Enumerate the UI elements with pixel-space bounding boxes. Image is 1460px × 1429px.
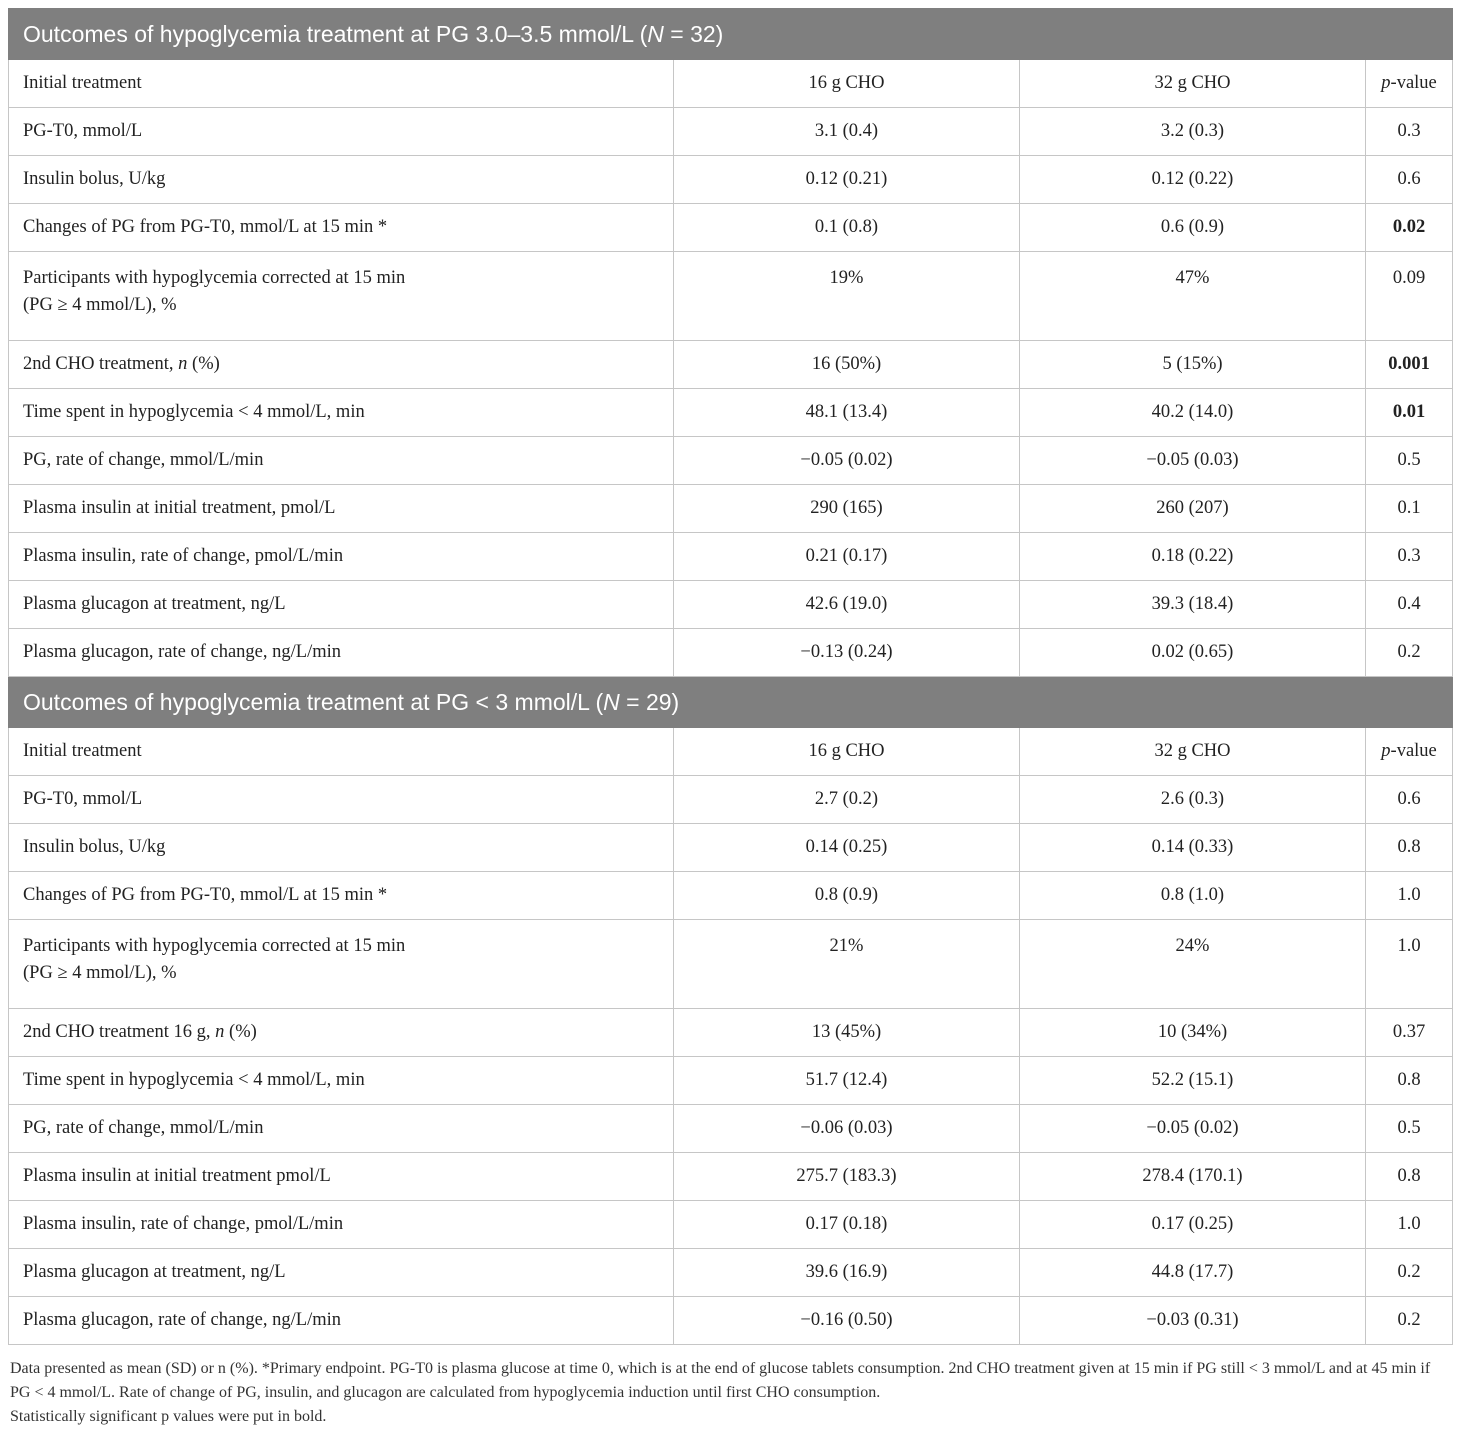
table-row [9, 156, 1453, 204]
p-value: 0.6 [1366, 156, 1453, 204]
value-16g: −0.13 (0.24) [674, 629, 1020, 677]
p-value: 0.1 [1366, 485, 1453, 533]
footnote-text: Data presented as mean (SD) or n (%). *Primary endpoint. PG-T0 is plasma glucose at time 0, which is at the end of glucose tablets consumption. 2nd CHO treatment given at 15 min if PG still < 3 mmol/L and at 45 min if PG < 4 mmol/L. Rate of change of PG, insulin, and glucagon are calculated from hypoglycemia induction until first CHO consumption. [10, 1360, 1431, 1401]
column-header-label: Initial treatment [9, 60, 674, 108]
value-16g: 0.17 (0.18) [674, 1201, 1020, 1249]
table-row [9, 533, 1453, 581]
row-label-line1: Participants with hypoglycemia corrected at 15 min [23, 936, 406, 956]
table-row [9, 872, 1453, 920]
row-label: PG-T0, mmol/L [9, 776, 674, 824]
value-32g: 0.02 (0.65) [1020, 629, 1366, 677]
value-32g: 2.6 (0.3) [1020, 776, 1366, 824]
table-row [9, 437, 1453, 485]
p-value-significant: 0.02 [1366, 204, 1453, 252]
row-label: Time spent in hypoglycemia < 4 mmol/L, min [9, 1057, 674, 1105]
table-row [9, 920, 1453, 1009]
table-row [9, 581, 1453, 629]
row-label: Time spent in hypoglycemia < 4 mmol/L, min [9, 389, 674, 437]
table-row [9, 629, 1453, 677]
row-label: Plasma insulin, rate of change, pmol/L/min [9, 533, 674, 581]
column-header-32g: 32 g CHO [1020, 728, 1366, 776]
section-title: Outcomes of hypoglycemia treatment at PG < 3 mmol/L (N = 29) [9, 677, 1453, 728]
p-value: 0.3 [1366, 108, 1453, 156]
p-value: 0.5 [1366, 1105, 1453, 1153]
value-16g: 0.1 (0.8) [674, 204, 1020, 252]
value-16g: 3.1 (0.4) [674, 108, 1020, 156]
value-16g: 0.8 (0.9) [674, 872, 1020, 920]
value-32g: 3.2 (0.3) [1020, 108, 1366, 156]
table-row [9, 1009, 1453, 1057]
row-label: 2nd CHO treatment 16 g, n (%) [9, 1009, 674, 1057]
table-row [9, 108, 1453, 156]
column-header-pvalue: p-value [1366, 60, 1453, 108]
value-16g: 275.7 (183.3) [674, 1153, 1020, 1201]
value-32g: 0.8 (1.0) [1020, 872, 1366, 920]
table-row [9, 824, 1453, 872]
value-32g: −0.03 (0.31) [1020, 1297, 1366, 1345]
p-value: 0.2 [1366, 629, 1453, 677]
table-row [9, 1105, 1453, 1153]
p-value: 1.0 [1366, 872, 1453, 920]
value-32g: −0.05 (0.03) [1020, 437, 1366, 485]
outcomes-table [8, 8, 1453, 1345]
value-16g: −0.06 (0.03) [674, 1105, 1020, 1153]
row-label: PG, rate of change, mmol/L/min [9, 437, 674, 485]
table-row [9, 341, 1453, 389]
column-header-row [9, 728, 1453, 776]
row-label: Changes of PG from PG-T0, mmol/L at 15 min * [9, 204, 674, 252]
table-row [9, 1153, 1453, 1201]
row-label: Plasma glucagon at treatment, ng/L [9, 1249, 674, 1297]
row-label: Plasma insulin, rate of change, pmol/L/min [9, 1201, 674, 1249]
column-header-pvalue: p-value [1366, 728, 1453, 776]
value-32g: 44.8 (17.7) [1020, 1249, 1366, 1297]
value-16g: 51.7 (12.4) [674, 1057, 1020, 1105]
table-row [9, 204, 1453, 252]
value-32g: 24% [1020, 920, 1366, 1009]
value-32g: 278.4 (170.1) [1020, 1153, 1366, 1201]
row-label [9, 252, 674, 341]
value-32g: 0.12 (0.22) [1020, 156, 1366, 204]
value-32g: 0.14 (0.33) [1020, 824, 1366, 872]
value-32g: 39.3 (18.4) [1020, 581, 1366, 629]
table-row [9, 485, 1453, 533]
table-row [9, 1297, 1453, 1345]
table-row [9, 1201, 1453, 1249]
value-16g: −0.05 (0.02) [674, 437, 1020, 485]
table-row [9, 776, 1453, 824]
row-label: Plasma insulin at initial treatment pmol/L [9, 1153, 674, 1201]
value-16g: 19% [674, 252, 1020, 341]
value-32g: 5 (15%) [1020, 341, 1366, 389]
row-label: PG-T0, mmol/L [9, 108, 674, 156]
p-value-significant: 0.001 [1366, 341, 1453, 389]
p-value: 1.0 [1366, 920, 1453, 1009]
value-32g: 0.6 (0.9) [1020, 204, 1366, 252]
p-value: 0.37 [1366, 1009, 1453, 1057]
p-value: 0.2 [1366, 1297, 1453, 1345]
row-label: Insulin bolus, U/kg [9, 824, 674, 872]
footnote-significance: Statistically significant p values were put in bold. [10, 1408, 327, 1425]
value-16g: 0.12 (0.21) [674, 156, 1020, 204]
row-label: PG, rate of change, mmol/L/min [9, 1105, 674, 1153]
p-value-significant: 0.01 [1366, 389, 1453, 437]
value-16g: 2.7 (0.2) [674, 776, 1020, 824]
row-label: 2nd CHO treatment, n (%) [9, 341, 674, 389]
value-32g: 52.2 (15.1) [1020, 1057, 1366, 1105]
p-value: 0.8 [1366, 1153, 1453, 1201]
p-value: 0.8 [1366, 824, 1453, 872]
value-16g: 42.6 (19.0) [674, 581, 1020, 629]
p-value: 0.8 [1366, 1057, 1453, 1105]
row-label-line2: (PG ≥ 4 mmol/L), % [23, 295, 177, 315]
section-title: Outcomes of hypoglycemia treatment at PG 3.0–3.5 mmol/L (N = 32) [9, 9, 1453, 60]
p-value: 0.09 [1366, 252, 1453, 341]
row-label: Changes of PG from PG-T0, mmol/L at 15 min * [9, 872, 674, 920]
value-32g: −0.05 (0.02) [1020, 1105, 1366, 1153]
row-label: Plasma glucagon, rate of change, ng/L/min [9, 629, 674, 677]
section-header [9, 677, 1453, 728]
value-16g: 0.21 (0.17) [674, 533, 1020, 581]
p-value: 0.2 [1366, 1249, 1453, 1297]
value-32g: 0.17 (0.25) [1020, 1201, 1366, 1249]
table-row [9, 252, 1453, 341]
table-container [8, 8, 1452, 1429]
value-16g: 48.1 (13.4) [674, 389, 1020, 437]
value-16g: 16 (50%) [674, 341, 1020, 389]
table-footnote [8, 1357, 1452, 1429]
section-header [9, 9, 1453, 60]
row-label-line1: Participants with hypoglycemia corrected at 15 min [23, 268, 406, 288]
value-32g: 0.18 (0.22) [1020, 533, 1366, 581]
p-value: 0.3 [1366, 533, 1453, 581]
value-16g: 21% [674, 920, 1020, 1009]
row-label: Plasma insulin at initial treatment, pmol/L [9, 485, 674, 533]
column-header-16g: 16 g CHO [674, 60, 1020, 108]
value-16g: −0.16 (0.50) [674, 1297, 1020, 1345]
column-header-label: Initial treatment [9, 728, 674, 776]
row-label: Insulin bolus, U/kg [9, 156, 674, 204]
value-16g: 39.6 (16.9) [674, 1249, 1020, 1297]
p-value: 0.5 [1366, 437, 1453, 485]
value-16g: 290 (165) [674, 485, 1020, 533]
value-32g: 10 (34%) [1020, 1009, 1366, 1057]
p-value: 1.0 [1366, 1201, 1453, 1249]
column-header-16g: 16 g CHO [674, 728, 1020, 776]
value-32g: 260 (207) [1020, 485, 1366, 533]
p-value: 0.6 [1366, 776, 1453, 824]
row-label-line2: (PG ≥ 4 mmol/L), % [23, 963, 177, 983]
value-16g: 13 (45%) [674, 1009, 1020, 1057]
column-header-32g: 32 g CHO [1020, 60, 1366, 108]
row-label: Plasma glucagon at treatment, ng/L [9, 581, 674, 629]
column-header-row [9, 60, 1453, 108]
value-32g: 40.2 (14.0) [1020, 389, 1366, 437]
table-row [9, 1057, 1453, 1105]
table-row [9, 389, 1453, 437]
table-row [9, 1249, 1453, 1297]
row-label [9, 920, 674, 1009]
row-label: Plasma glucagon, rate of change, ng/L/min [9, 1297, 674, 1345]
p-value: 0.4 [1366, 581, 1453, 629]
value-32g: 47% [1020, 252, 1366, 341]
value-16g: 0.14 (0.25) [674, 824, 1020, 872]
